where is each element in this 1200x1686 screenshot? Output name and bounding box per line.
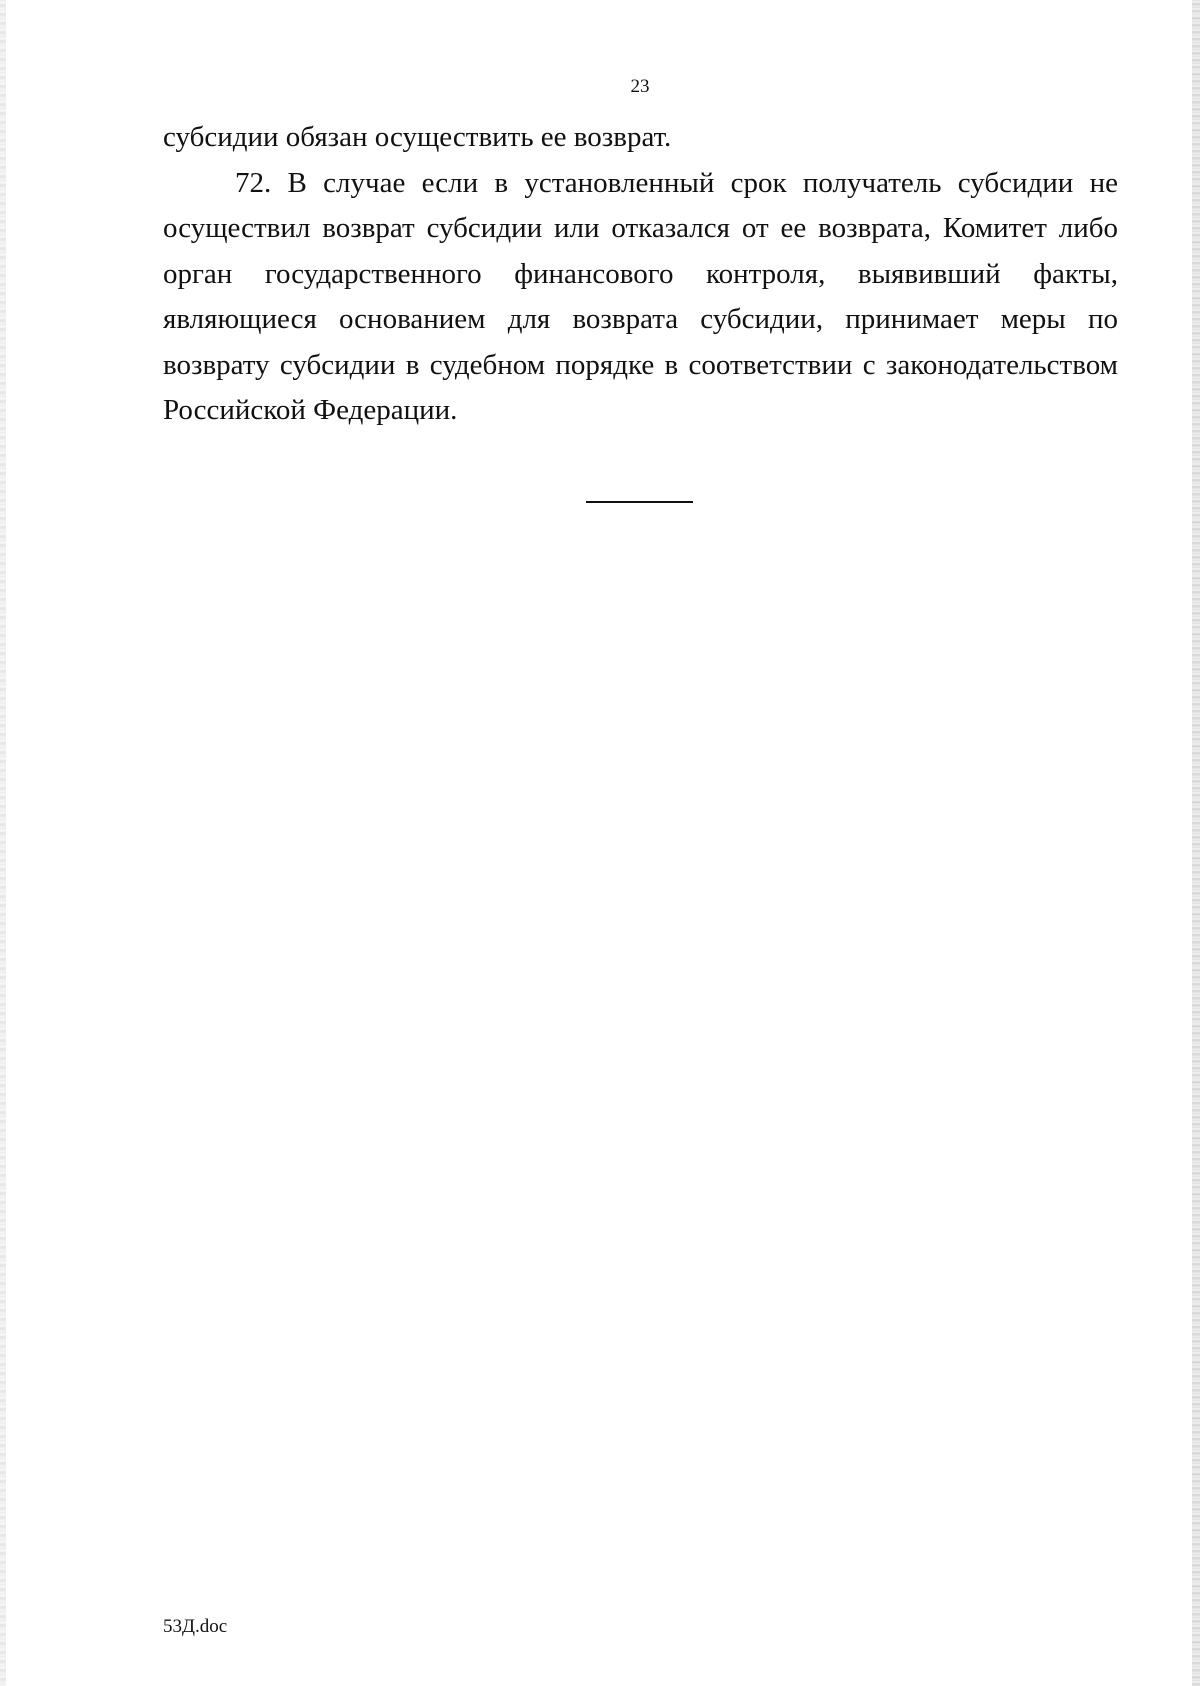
paragraph-continuation: субсидии обязан осуществить ее возврат. [163,121,672,153]
scan-edge-left [0,0,6,1686]
page-number: 23 [630,76,650,97]
footer-file-name: 53Д.doc [163,1616,228,1637]
paragraph-item-72: 72. В случае если в установленный срок получатель субсидии не осуществил возврат субсидии или отказался от ее возврата, Комитет либо орган государственного финансового контроля, выявивший факты, являющиеся основанием для возврата субсидии, принимает меры по возврату субсидии в судебном порядке в соответствии с законодательством Российской Федерации. [163,166,1118,426]
document-body [163,115,1118,434]
end-of-document-rule [586,501,693,503]
scan-edge-right [1192,0,1200,1686]
